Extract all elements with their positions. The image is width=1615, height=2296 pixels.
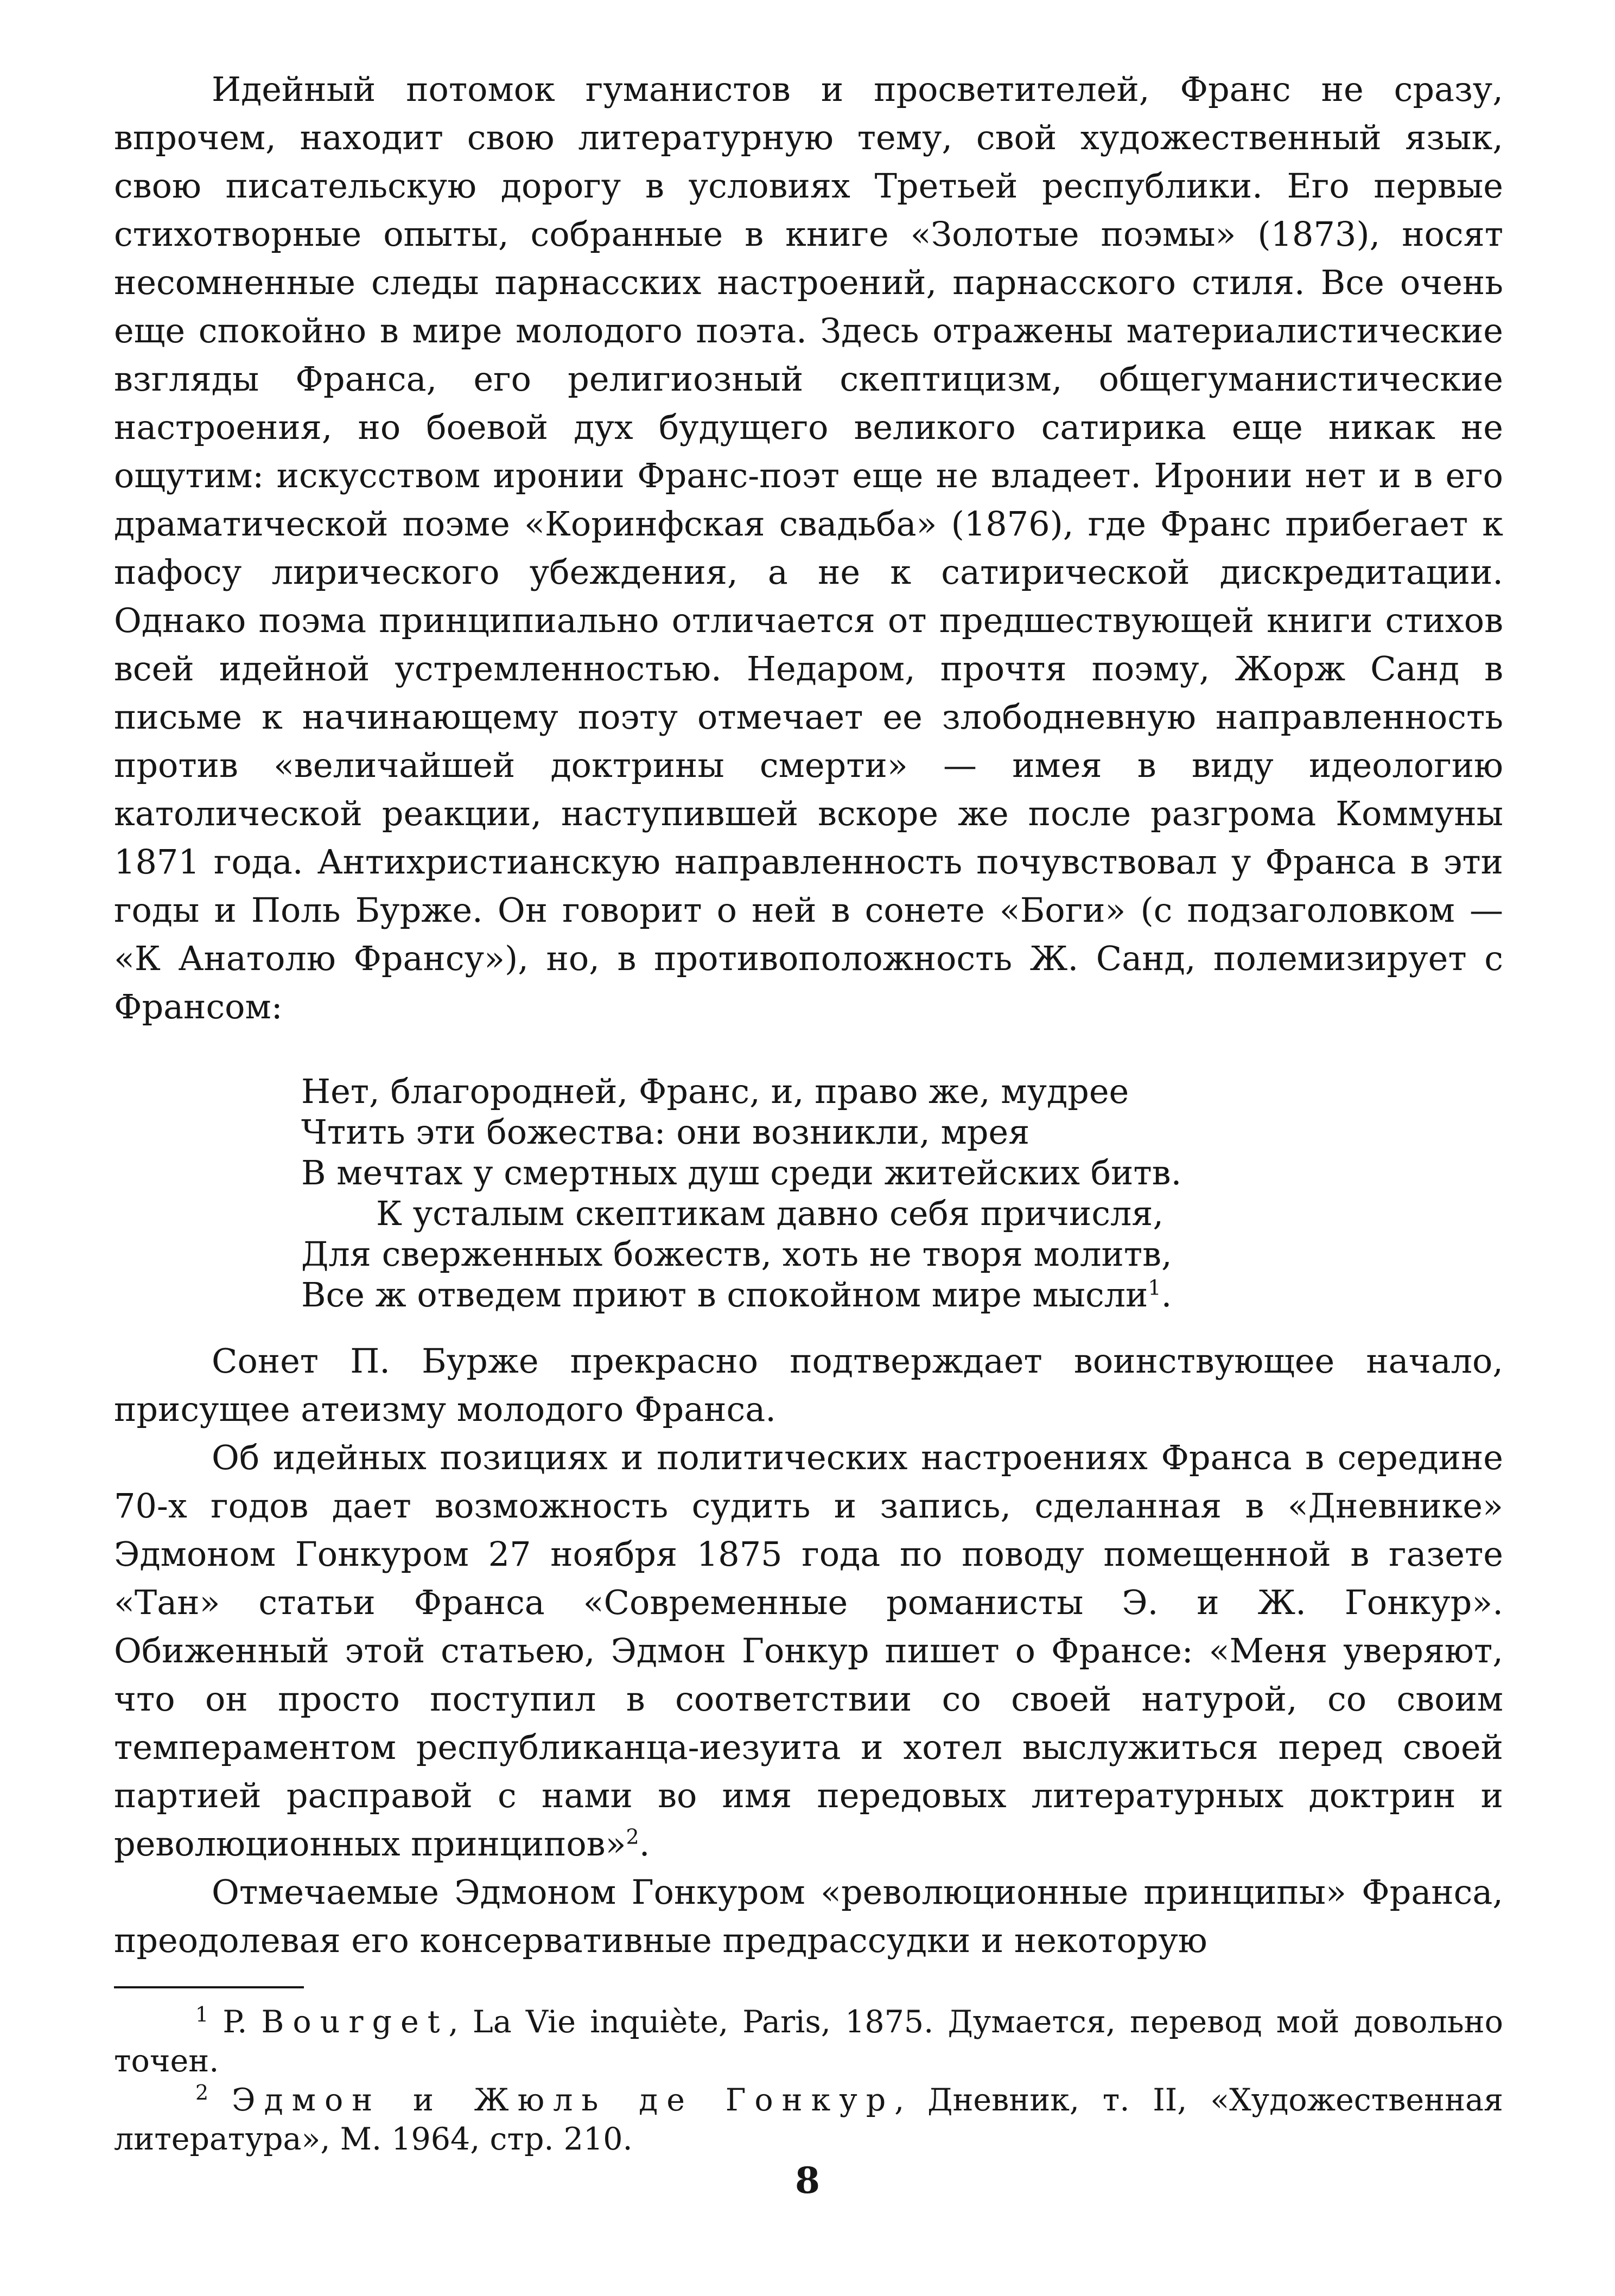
footnote-1-mark: 1 (195, 2002, 209, 2026)
paragraph-4-text: Отмечаемые Эдмоном Гонкуром «революционные принципы» Франса, преодолевая его консервативные предрассудки и некоторую (114, 1872, 1503, 1960)
footnote-2-mark: 2 (195, 2081, 209, 2104)
footnote-2 (114, 2081, 1503, 2159)
sonnet-quote (301, 1071, 1503, 1315)
book-page (114, 65, 1503, 2159)
footnote-1-author: Bourget (261, 2004, 449, 2040)
paragraph-2-text: Сонет П. Бурже прекрасно подтверждает воинствующее начало, присущее атеизму молодого Франса. (114, 1341, 1503, 1429)
verse-line-4: К усталым скептикам давно себя причисля, (376, 1194, 1164, 1233)
footnote-ref-1: 1 (1148, 1275, 1161, 1300)
footnote-divider (114, 1986, 304, 1988)
paragraph-1-text: Идейный потомок гуманистов и просветителей, Франс не сразу, впрочем, находит свою литературную тему, свой художественный язык, свою писательскую дорогу в условиях Третьей республики. Его первые стихотворные опыты, собранные в книге «Золотые поэмы» (1873), носят несомненные следы парнасских настроений, парнасского стиля. Все очень еще спокойно в мире молодого поэта. Здесь отражены материалистические взгляды Франса, его религиозный скептицизм, общегуманистические настроения, но боевой дух будущего великого сатирика еще никак не ощутим: искусством иронии Франс-поэт еще не владеет. Иронии нет и в его драматической поэме «Коринфская свадьба» (1876), где Франс прибегает к пафосу лирического убеждения, а не к сатирической дискредитации. Однако поэма принципиально отличается от предшествующей книги стихов всей идейной устремленностью. Недаром, прочтя поэму, Жорж Санд в письме к начинающему поэту отмечает ее злободневную направленность против «величайшей доктрины смерти» — имея в виду идеологию католической реакции, наступившей вскоре же после разгрома Коммуны 1871 года. Антихристианскую направленность почувствовал у Франса в эти годы и Поль Бурже. Он говорит о ней в сонете «Боги» (с подзаголовком — «К Анатолю Франсу»), но, в противоположность Ж. Санд, полемизирует с Франсом: (114, 69, 1503, 1026)
paragraph-3-end: . (639, 1824, 650, 1864)
paragraph-4 (114, 1868, 1503, 1965)
verse-line-6 (301, 1274, 1503, 1315)
verse-line-6-text: Все ж отведем приют в спокойном мире мысли (301, 1275, 1148, 1315)
footnote-2-text: , Дневник, т. II, «Художественная литература», М. 1964, стр. 210. (114, 2082, 1503, 2157)
verse-line-3: В мечтах у смертных душ среди житейских битв. (301, 1153, 1182, 1192)
footnote-1-initial: P. (222, 2004, 247, 2040)
verse-line-5: Для сверженных божеств, хоть не творя молитв, (301, 1234, 1172, 1274)
verse-line-2: Чтить эти божества: они возникли, мрея (301, 1112, 1030, 1152)
verse-line-6-end: . (1161, 1275, 1172, 1315)
footnote-1 (114, 2002, 1503, 2081)
verse-line-1: Нет, благородней, Франс, и, право же, мудрее (301, 1072, 1129, 1111)
paragraph-1 (114, 65, 1503, 1031)
footnote-1-text: , La Vie inquiète, Paris, 1875. Думается, перевод мой довольно точен. (114, 2004, 1503, 2079)
paragraph-2 (114, 1337, 1503, 1433)
paragraph-3-text: Об идейных позициях и политических настроениях Франса в середине 70-х годов дает возможность судить и запись, сделанная в «Дневнике» Эдмоном Гонкуром 27 ноября 1875 года по поводу помещенной в газете «Тан» статьи Франса «Современные романисты Э. и Ж. Гонкур». Обиженный этой статьею, Эдмон Гонкур пишет о Франсе: «Меня уверяют, что он просто поступил в соответствии со своей натурой, со своим темпераментом республиканца-иезуита и хотел выслужиться перед своей партией расправой с нами во имя передовых литературных доктрин и революционных принципов» (114, 1438, 1503, 1864)
footnote-ref-2: 2 (626, 1825, 639, 1849)
footnote-2-author: Эдмон и Жюль де Гонкур (232, 2082, 895, 2118)
paragraph-3 (114, 1433, 1503, 1868)
page-number: 8 (795, 2159, 820, 2202)
